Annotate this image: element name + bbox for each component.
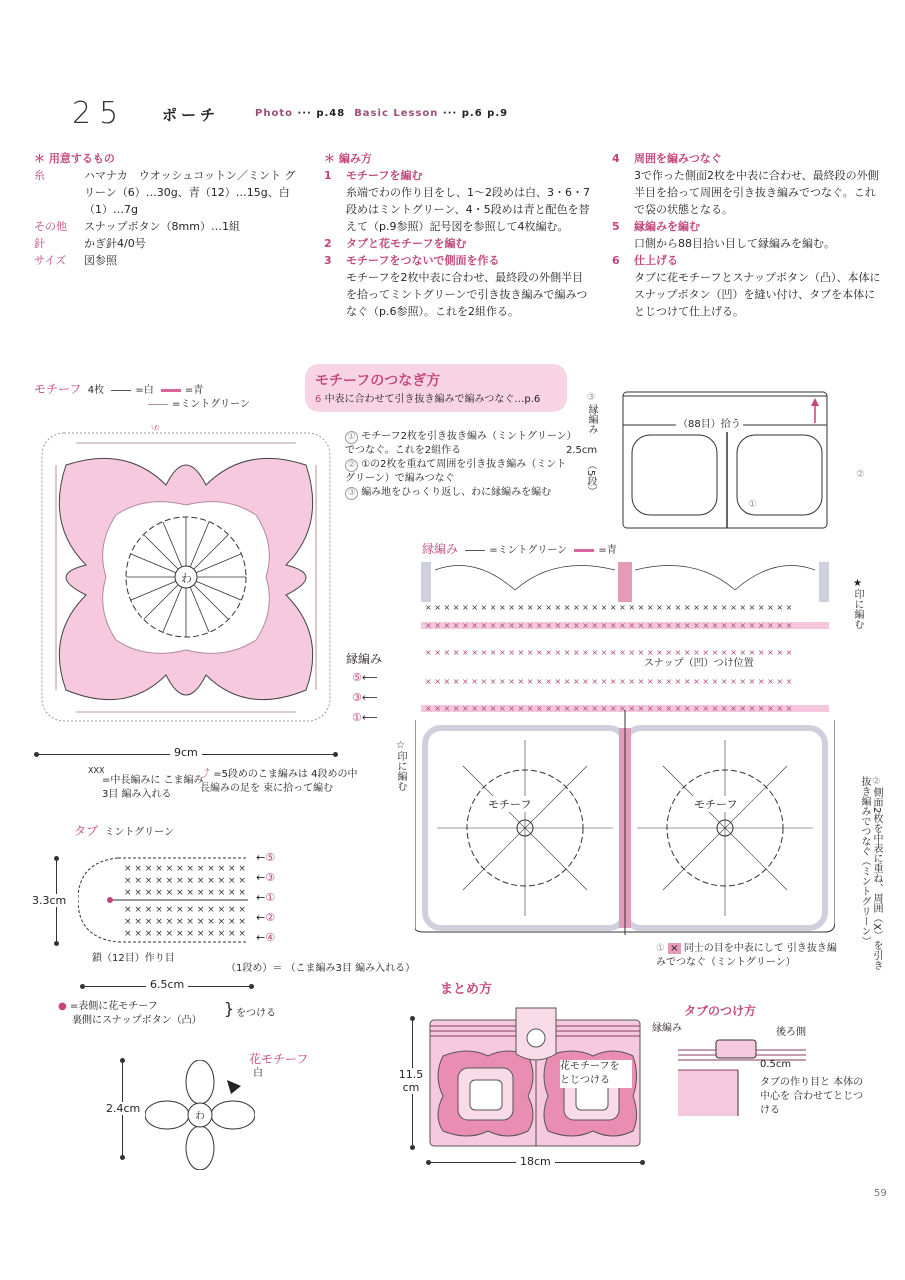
svg-text:× × × × × × × × × × × ×: × × × × × × × × × × × × (124, 905, 246, 915)
method-step (612, 252, 882, 269)
step-number: 4 (612, 152, 620, 165)
first-row-text: （1段め）＝ (226, 963, 283, 974)
material-value: かぎ針4/0号 (84, 237, 146, 250)
symbol-note-2 (200, 768, 360, 796)
arrow-right-icon: ⟵ (361, 711, 378, 724)
dot-note-line2: 裏側にスナップボタン（凸） (72, 1015, 202, 1026)
method-step (324, 167, 594, 184)
svg-text:⑦: ⑦ (151, 425, 160, 433)
edging-note-1 (656, 942, 846, 970)
joining-notes (345, 430, 575, 500)
edging-legend (422, 542, 617, 558)
step-body: モチーフを2枚中表に合わせ、最終段の外側半目を拾ってミントグリーンで引き抜き編みで編みつなぐ（p.6参照）。これを2組作る。 (346, 271, 588, 318)
step-title: 縁編みを編む (634, 220, 700, 233)
row-label: ① (352, 711, 362, 724)
step-title: タブと花モチーフを編む (346, 237, 467, 250)
step-title: モチーフを編む (346, 169, 423, 182)
edge-rows-value: （5段） (585, 460, 596, 497)
pattern-number: 25 (72, 96, 127, 131)
note-text: 側面2枚を中表に重ね、周囲（X）を引き抜き編みでつなぐ（ミントグリーン） (859, 776, 882, 971)
method-step (324, 252, 594, 269)
note-num: ① (656, 943, 665, 954)
row-label: ⑤ (352, 671, 362, 684)
row-label: ③ (352, 691, 362, 704)
step-title: 仕上げる (634, 254, 678, 267)
pattern-title: ポーチ (162, 106, 220, 124)
note-num: ② (345, 459, 358, 472)
brace-icon: } (224, 999, 235, 1018)
note-text: 同士の目を中表にして 引き抜き編みでつなぐ（ミントグリーン） (656, 943, 837, 968)
step-body: タブに花モチーフとスナップボタン（凸）、本体にスナップボタン（凹）を縫い付け、タブを本体にとじつけて仕上げる。 (634, 271, 881, 318)
slip-stitch-x-icon: × (670, 943, 679, 954)
assembly-height-label: 11.5 cm (394, 1068, 428, 1094)
step-number: 1 (324, 169, 332, 182)
tab-label: タブ (74, 824, 99, 838)
tab-heading (74, 824, 174, 840)
edging-side-label: 縁編み (346, 652, 383, 666)
tab-foundation-note: 鎖（12目）作り目 (92, 953, 175, 964)
arrow-left-icon: ← (256, 891, 266, 904)
assembly-edge-label: 縁編み (652, 1023, 682, 1034)
material-row (34, 167, 304, 218)
step-number: 5 (612, 220, 620, 233)
svg-text:× × × × × × × × × × × × × × ×: × × × × × × × × × × × × × × × × × × × × × × × × × × × × × × × × × × × × × × × × (425, 704, 793, 713)
svg-text:× × × × × × × × × × × × × × ×: × × × × × × × × × × × × × × × × × × × × × × × × × × × × × × × × × × × × × × × × (425, 648, 793, 657)
lesson-ref: ··· p.6 p.9 (442, 108, 509, 119)
tab-attach-back: 後ろ側 (776, 1027, 806, 1038)
tab-row-labels (256, 848, 275, 948)
assembly-width-label: 18cm (516, 1155, 555, 1168)
flower-heading (249, 1050, 308, 1081)
step-body: 口側から88目拾い目して縁編みを編む。 (634, 237, 835, 250)
lesson-label: Basic Lesson (354, 108, 439, 119)
row-label: ③ (265, 871, 276, 884)
symbol-text: =5段めのこま編みは 4段めの中長編みの足を 束に拾って編む (200, 769, 358, 794)
dot-note-suffix: をつける (236, 1008, 276, 1019)
star-note: ★印に編む (852, 578, 863, 629)
step-title: モチーフをつないで側面を作る (346, 254, 500, 267)
joining-title: モチーフのつなぎ方 (315, 373, 441, 389)
flower-label: 花モチーフ (249, 1052, 309, 1066)
motif-label-left: モチーフ (484, 796, 535, 812)
edging-note-2 (858, 776, 882, 976)
material-row (34, 235, 304, 252)
row-label: ① (265, 891, 276, 904)
page-references (255, 108, 508, 119)
tab-dot-note (58, 1000, 202, 1028)
tab-first-row-note (226, 962, 415, 976)
arrow-left-icon: ← (256, 851, 266, 864)
legend-mint: =ミントグリーン (172, 399, 250, 410)
dot-note-line1: =表側に花モチーフ (69, 1001, 158, 1012)
row-label: ④ (265, 931, 276, 944)
material-row (34, 218, 304, 235)
method-step (324, 235, 594, 252)
step-number: 3 (324, 254, 332, 267)
white-line-icon (111, 390, 131, 391)
svg-text:わ: わ (195, 1111, 205, 1122)
tab-attach-note: タブの作り目と 本体の中心を 合わせてとじつける (760, 1077, 864, 1116)
motif-legend (34, 382, 304, 412)
mint-line-icon (465, 550, 485, 551)
edge-label: 縁編み (586, 404, 597, 434)
edging-chart (415, 560, 835, 935)
note-text: ①の2枚を重ねて周囲を引き抜き編み（ミントグリーン）で編みつなぐ (345, 459, 567, 484)
joining-subtitle: 中表に合わせて引き抜き編みで編みつなぐ…p.6 (324, 394, 541, 405)
motif-label-right: モチーフ (690, 796, 741, 812)
edge-dim-value: 2.5cm (566, 445, 598, 456)
step-title: 周囲を編みつなぐ (634, 152, 722, 165)
first-row-detail: （こま編み3目 編み入れる） (285, 963, 416, 974)
joining-subtitle-num: 6 (315, 394, 322, 405)
motif-label: モチーフ (34, 382, 82, 396)
schematic-label-1: ① (748, 499, 757, 510)
symbol-note-1 (88, 764, 208, 802)
svg-text:× × × × × × × × × × × ×: × × × × × × × × × × × × (124, 876, 246, 886)
flower-height-label: 2.4cm (102, 1102, 144, 1115)
svg-text:× × × × × × × × × × × ×: × × × × × × × × × × × × (124, 864, 246, 874)
motif-chart (36, 425, 336, 730)
svg-text:× × × × × × × × × × × × × × ×: × × × × × × × × × × × × × × × × × × × × × × × × × × × × × × × × × × × × × × × × (425, 621, 793, 630)
arrow-left-icon: ← (256, 911, 266, 924)
svg-text:× × × × × × × × × × × × × × ×: × × × × × × × × × × × × × × × × × × × × × × × × × × × × × × × × × × × × × × × × (425, 603, 793, 612)
flower-color: 白 (253, 1068, 263, 1079)
blue-line-icon (161, 389, 181, 392)
edging-row-labels (352, 668, 378, 728)
svg-text:× × × × × × × × × × × ×: × × × × × × × × × × × × (124, 888, 246, 898)
note-num: ② (871, 776, 882, 787)
arrow-right-icon: ⟵ (361, 671, 378, 684)
edge-num: ③ (586, 392, 596, 403)
blue-line-icon (574, 549, 594, 552)
material-key: サイズ (34, 254, 67, 267)
open-star-note: ☆印に編む (395, 740, 406, 791)
method-section-2 (612, 150, 882, 320)
symbol-text: =中長編みに こま編み3目 編み入れる (102, 775, 204, 800)
materials-section (34, 150, 304, 269)
arrow-right-icon: ⟵ (361, 691, 378, 704)
tab-attach-dim: 0.5cm (760, 1059, 792, 1070)
dot-icon: ● (58, 1001, 67, 1012)
edging-label: 縁編み (422, 542, 459, 556)
pickup-label: （88目）拾う (678, 419, 741, 430)
note-text: モチーフ2枚を引き抜き編み（ミントグリーン）でつなぐ。これを2組作る (345, 431, 572, 456)
pouch-schematic (620, 390, 830, 530)
page-number: 59 (874, 1188, 887, 1199)
tab-color: ミントグリーン (104, 827, 174, 838)
row-label: ⑤ (265, 851, 276, 864)
arrow-left-icon: ← (256, 871, 266, 884)
note-text: 編み地をひっくり返し、わに縁編みを編む (361, 487, 552, 498)
svg-text:× × × × × × × × × × × × × × ×: × × × × × × × × × × × × × × × × × × × × × × × × × × × × × × × × × × × × × × × × (425, 677, 793, 686)
legend-mint: =ミントグリーン (489, 545, 568, 556)
snap-position-label: スナップ（凹）つけ位置 (644, 658, 754, 669)
joining-title-box (305, 364, 567, 412)
method-heading: ＊ 編み方 (324, 152, 372, 165)
materials-heading: ＊ 用意するもの (34, 152, 115, 165)
flower-chart (145, 1060, 255, 1173)
svg-text:× × × × × × × × × × × ×: × × × × × × × × × × × × (124, 929, 246, 939)
motif-count: 4枚 (87, 385, 105, 396)
tab-height-label: 3.3cm (28, 894, 70, 907)
assembly-title: まとめ方 (440, 982, 493, 997)
step-body: 3で作った側面2枚を中表に合わせ、最終段の外側半目を拾って周囲を引き抜き編みでつなぐ。これで袋の状態となる。 (634, 169, 879, 216)
symbol-glyph: XXX (88, 766, 105, 775)
arrow-left-icon: ← (256, 931, 266, 944)
photo-label: Photo (255, 108, 293, 119)
step-body: 糸端でわの作り目をし、1〜2段めは白、3・6・7段めはミントグリーン、4・5段めは青と配色を替えて（p.9参照）記号図を参照して4枚編む。 (346, 186, 590, 233)
flower-attach-note: 花モチーフを とじつける (560, 1060, 632, 1088)
tab-chart (78, 852, 258, 948)
legend-blue: =青 (598, 545, 617, 556)
material-key: その他 (34, 220, 67, 233)
photo-ref: ··· p.48 (297, 108, 346, 119)
legend-white: =白 (135, 385, 154, 396)
method-section (324, 150, 594, 320)
legend-blue: =青 (184, 385, 204, 396)
material-value: 図参照 (84, 254, 117, 267)
material-row (34, 252, 304, 269)
schematic-label-2: ② (856, 469, 865, 480)
tab-attach-title: タブのつけ方 (684, 1004, 757, 1018)
joined-stitch-icon: ⤴ (200, 769, 210, 780)
note-num: ① (345, 431, 358, 444)
tab-width-label: 6.5cm (146, 978, 188, 991)
material-key: 糸 (34, 169, 45, 182)
step-number: 2 (324, 237, 332, 250)
note-num: ③ (345, 487, 358, 500)
method-step (612, 150, 882, 167)
mint-line-icon (148, 404, 168, 405)
material-key: 針 (34, 237, 45, 250)
motif-center-label: わ (181, 572, 192, 585)
step-number: 6 (612, 254, 620, 267)
method-step (612, 218, 882, 235)
edge-dimension-label (578, 392, 604, 434)
row-label: ② (265, 911, 276, 924)
material-value: スナップボタン（8mm）…1組 (84, 220, 240, 233)
material-value: ハマナカ ウオッシュコットン／ミント グリーン（6）…30g、青（12）…15g、白（1）…7g (84, 169, 296, 216)
motif-width-label: 9cm (170, 746, 202, 759)
svg-text:× × × × × × × × × × × ×: × × × × × × × × × × × × (124, 917, 246, 927)
